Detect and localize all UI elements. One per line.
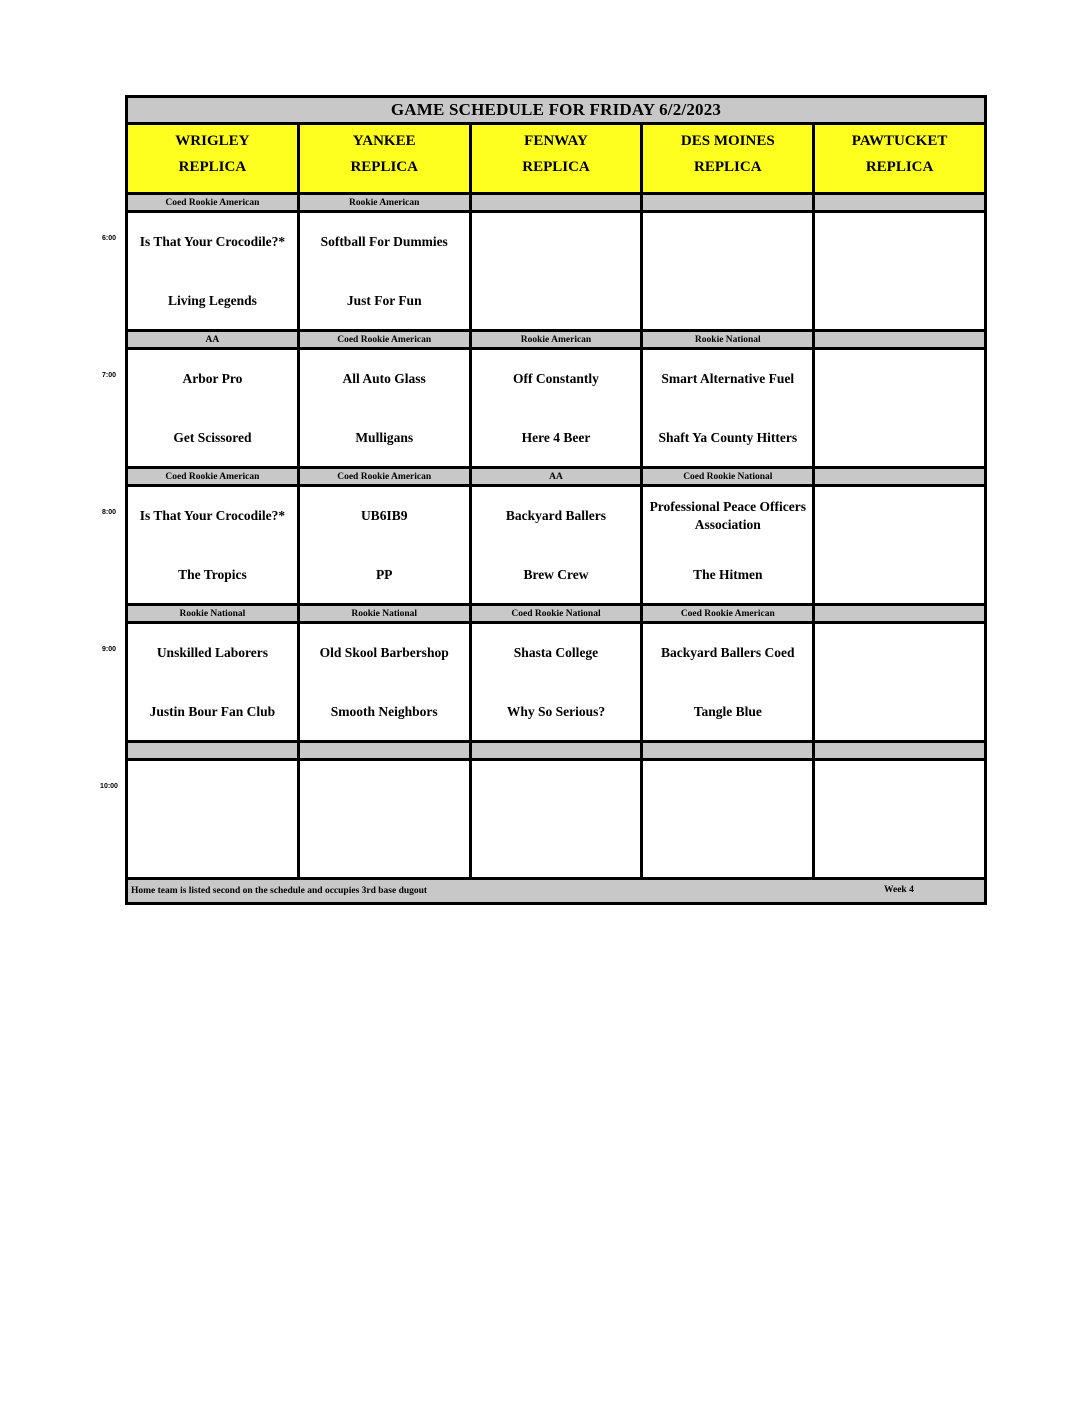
home-team: Brew Crew xyxy=(523,567,589,582)
field-header-wrigley xyxy=(128,125,297,192)
game-cell xyxy=(640,761,812,877)
schedule-slots xyxy=(128,195,984,880)
game-cell xyxy=(812,213,984,329)
field-subtitle: REPLICA xyxy=(350,159,418,175)
game-cell xyxy=(812,624,984,740)
division-label xyxy=(640,743,812,758)
home-team: Justin Bour Fan Club xyxy=(149,704,276,719)
game-cell xyxy=(469,761,641,877)
game-cell xyxy=(128,350,297,466)
field-subtitle: REPLICA xyxy=(522,159,590,175)
time-label: 10:00 xyxy=(100,783,118,790)
home-team: Get Scissored xyxy=(173,430,252,445)
division-row xyxy=(128,606,984,624)
schedule-footer xyxy=(128,880,984,902)
division-label: Coed Rookie National xyxy=(469,606,641,621)
away-team: Off Constantly xyxy=(513,371,599,386)
home-team: PP xyxy=(375,567,393,582)
away-team: Arbor Pro xyxy=(182,371,243,386)
division-label xyxy=(128,743,297,758)
away-team: Smart Alternative Fuel xyxy=(661,371,795,386)
time-label: 7:00 xyxy=(101,372,116,379)
division-label: Coed Rookie American xyxy=(297,469,469,484)
time-label: 6:00 xyxy=(101,235,116,242)
division-label: Rookie National xyxy=(128,606,297,621)
home-team: The Tropics xyxy=(178,567,247,582)
time-label: 8:00 xyxy=(101,509,116,516)
field-header-yankee xyxy=(297,125,469,192)
field-name: YANKEE xyxy=(352,133,416,149)
division-label xyxy=(469,195,641,210)
game-cell xyxy=(128,487,297,603)
division-label: Coed Rookie National xyxy=(640,469,812,484)
division-label: Coed Rookie American xyxy=(128,469,297,484)
away-team: All Auto Glass xyxy=(342,371,426,386)
game-cell xyxy=(128,213,297,329)
game-cell xyxy=(469,213,641,329)
division-label: AA xyxy=(128,332,297,347)
division-label xyxy=(812,606,984,621)
field-header-pawtucket xyxy=(812,125,984,192)
division-row xyxy=(128,469,984,487)
away-team: Softball For Dummies xyxy=(320,234,448,249)
schedule-title: GAME SCHEDULE FOR FRIDAY 6/2/2023 xyxy=(128,98,984,125)
field-name: FENWAY xyxy=(524,133,588,149)
away-team: Backyard Ballers Coed xyxy=(661,645,795,660)
division-label xyxy=(640,195,812,210)
home-team: Shaft Ya County Hitters xyxy=(658,430,798,445)
game-cell xyxy=(297,213,469,329)
field-name: DES MOINES xyxy=(680,133,775,149)
division-row xyxy=(128,743,984,761)
home-team: Smooth Neighbors xyxy=(330,704,438,719)
game-cell xyxy=(297,761,469,877)
away-team: Old Skool Barbershop xyxy=(319,645,449,660)
field-subtitle: REPLICA xyxy=(178,159,247,175)
division-row xyxy=(128,195,984,213)
game-cell xyxy=(812,487,984,603)
division-label: Rookie American xyxy=(469,332,641,347)
field-subtitle: REPLICA xyxy=(865,159,934,175)
division-label: Rookie National xyxy=(297,606,469,621)
away-team: Backyard Ballers xyxy=(505,508,607,523)
game-row xyxy=(128,624,984,743)
division-label: AA xyxy=(469,469,641,484)
game-cell xyxy=(469,487,641,603)
field-header-row xyxy=(128,125,984,195)
game-cell xyxy=(297,624,469,740)
away-team: Shasta College xyxy=(513,645,599,660)
field-name: PAWTUCKET xyxy=(851,133,948,149)
game-cell xyxy=(297,350,469,466)
game-cell xyxy=(640,624,812,740)
home-team: Here 4 Beer xyxy=(521,430,591,445)
division-label xyxy=(297,743,469,758)
division-label: Coed Rookie American xyxy=(128,195,297,210)
home-team: Living Legends xyxy=(167,293,257,308)
game-cell xyxy=(128,761,297,877)
home-team: Tangle Blue xyxy=(693,704,762,719)
division-label: Rookie National xyxy=(640,332,812,347)
game-cell xyxy=(640,213,812,329)
game-cell xyxy=(640,350,812,466)
away-team: Is That Your Crocodile?* xyxy=(139,234,286,249)
home-team: Just For Fun xyxy=(346,293,422,308)
game-cell xyxy=(812,761,984,877)
away-team: UB6IB9 xyxy=(360,508,408,523)
division-label xyxy=(812,195,984,210)
division-label xyxy=(812,469,984,484)
time-label: 9:00 xyxy=(101,646,116,653)
game-row xyxy=(128,487,984,606)
division-label: Rookie American xyxy=(297,195,469,210)
home-team: The Hitmen xyxy=(693,567,763,582)
division-label xyxy=(812,743,984,758)
division-label xyxy=(812,332,984,347)
division-label: Coed Rookie American xyxy=(297,332,469,347)
game-cell xyxy=(469,350,641,466)
game-row xyxy=(128,350,984,469)
game-cell xyxy=(812,350,984,466)
week-label: Week 4 xyxy=(884,885,914,895)
game-cell xyxy=(297,487,469,603)
game-cell xyxy=(469,624,641,740)
division-row xyxy=(128,332,984,350)
footer-note: Home team is listed second on the schedule and occupies 3rd base dugout xyxy=(131,886,428,896)
division-label: Coed Rookie American xyxy=(640,606,812,621)
game-cell xyxy=(128,624,297,740)
field-name: WRIGLEY xyxy=(175,133,250,149)
game-row xyxy=(128,213,984,332)
field-header-des-moines xyxy=(640,125,812,192)
division-label xyxy=(469,743,641,758)
schedule-sheet xyxy=(125,95,987,905)
home-team: Why So Serious? xyxy=(506,704,606,719)
game-row xyxy=(128,761,984,880)
field-header-fenway xyxy=(469,125,641,192)
away-team: Professional Peace Officers Association xyxy=(649,499,807,532)
away-team: Is That Your Crocodile?* xyxy=(139,508,286,523)
away-team: Unskilled Laborers xyxy=(156,645,268,660)
home-team: Mulligans xyxy=(355,430,414,445)
game-cell xyxy=(640,487,812,603)
field-subtitle: REPLICA xyxy=(694,159,762,175)
